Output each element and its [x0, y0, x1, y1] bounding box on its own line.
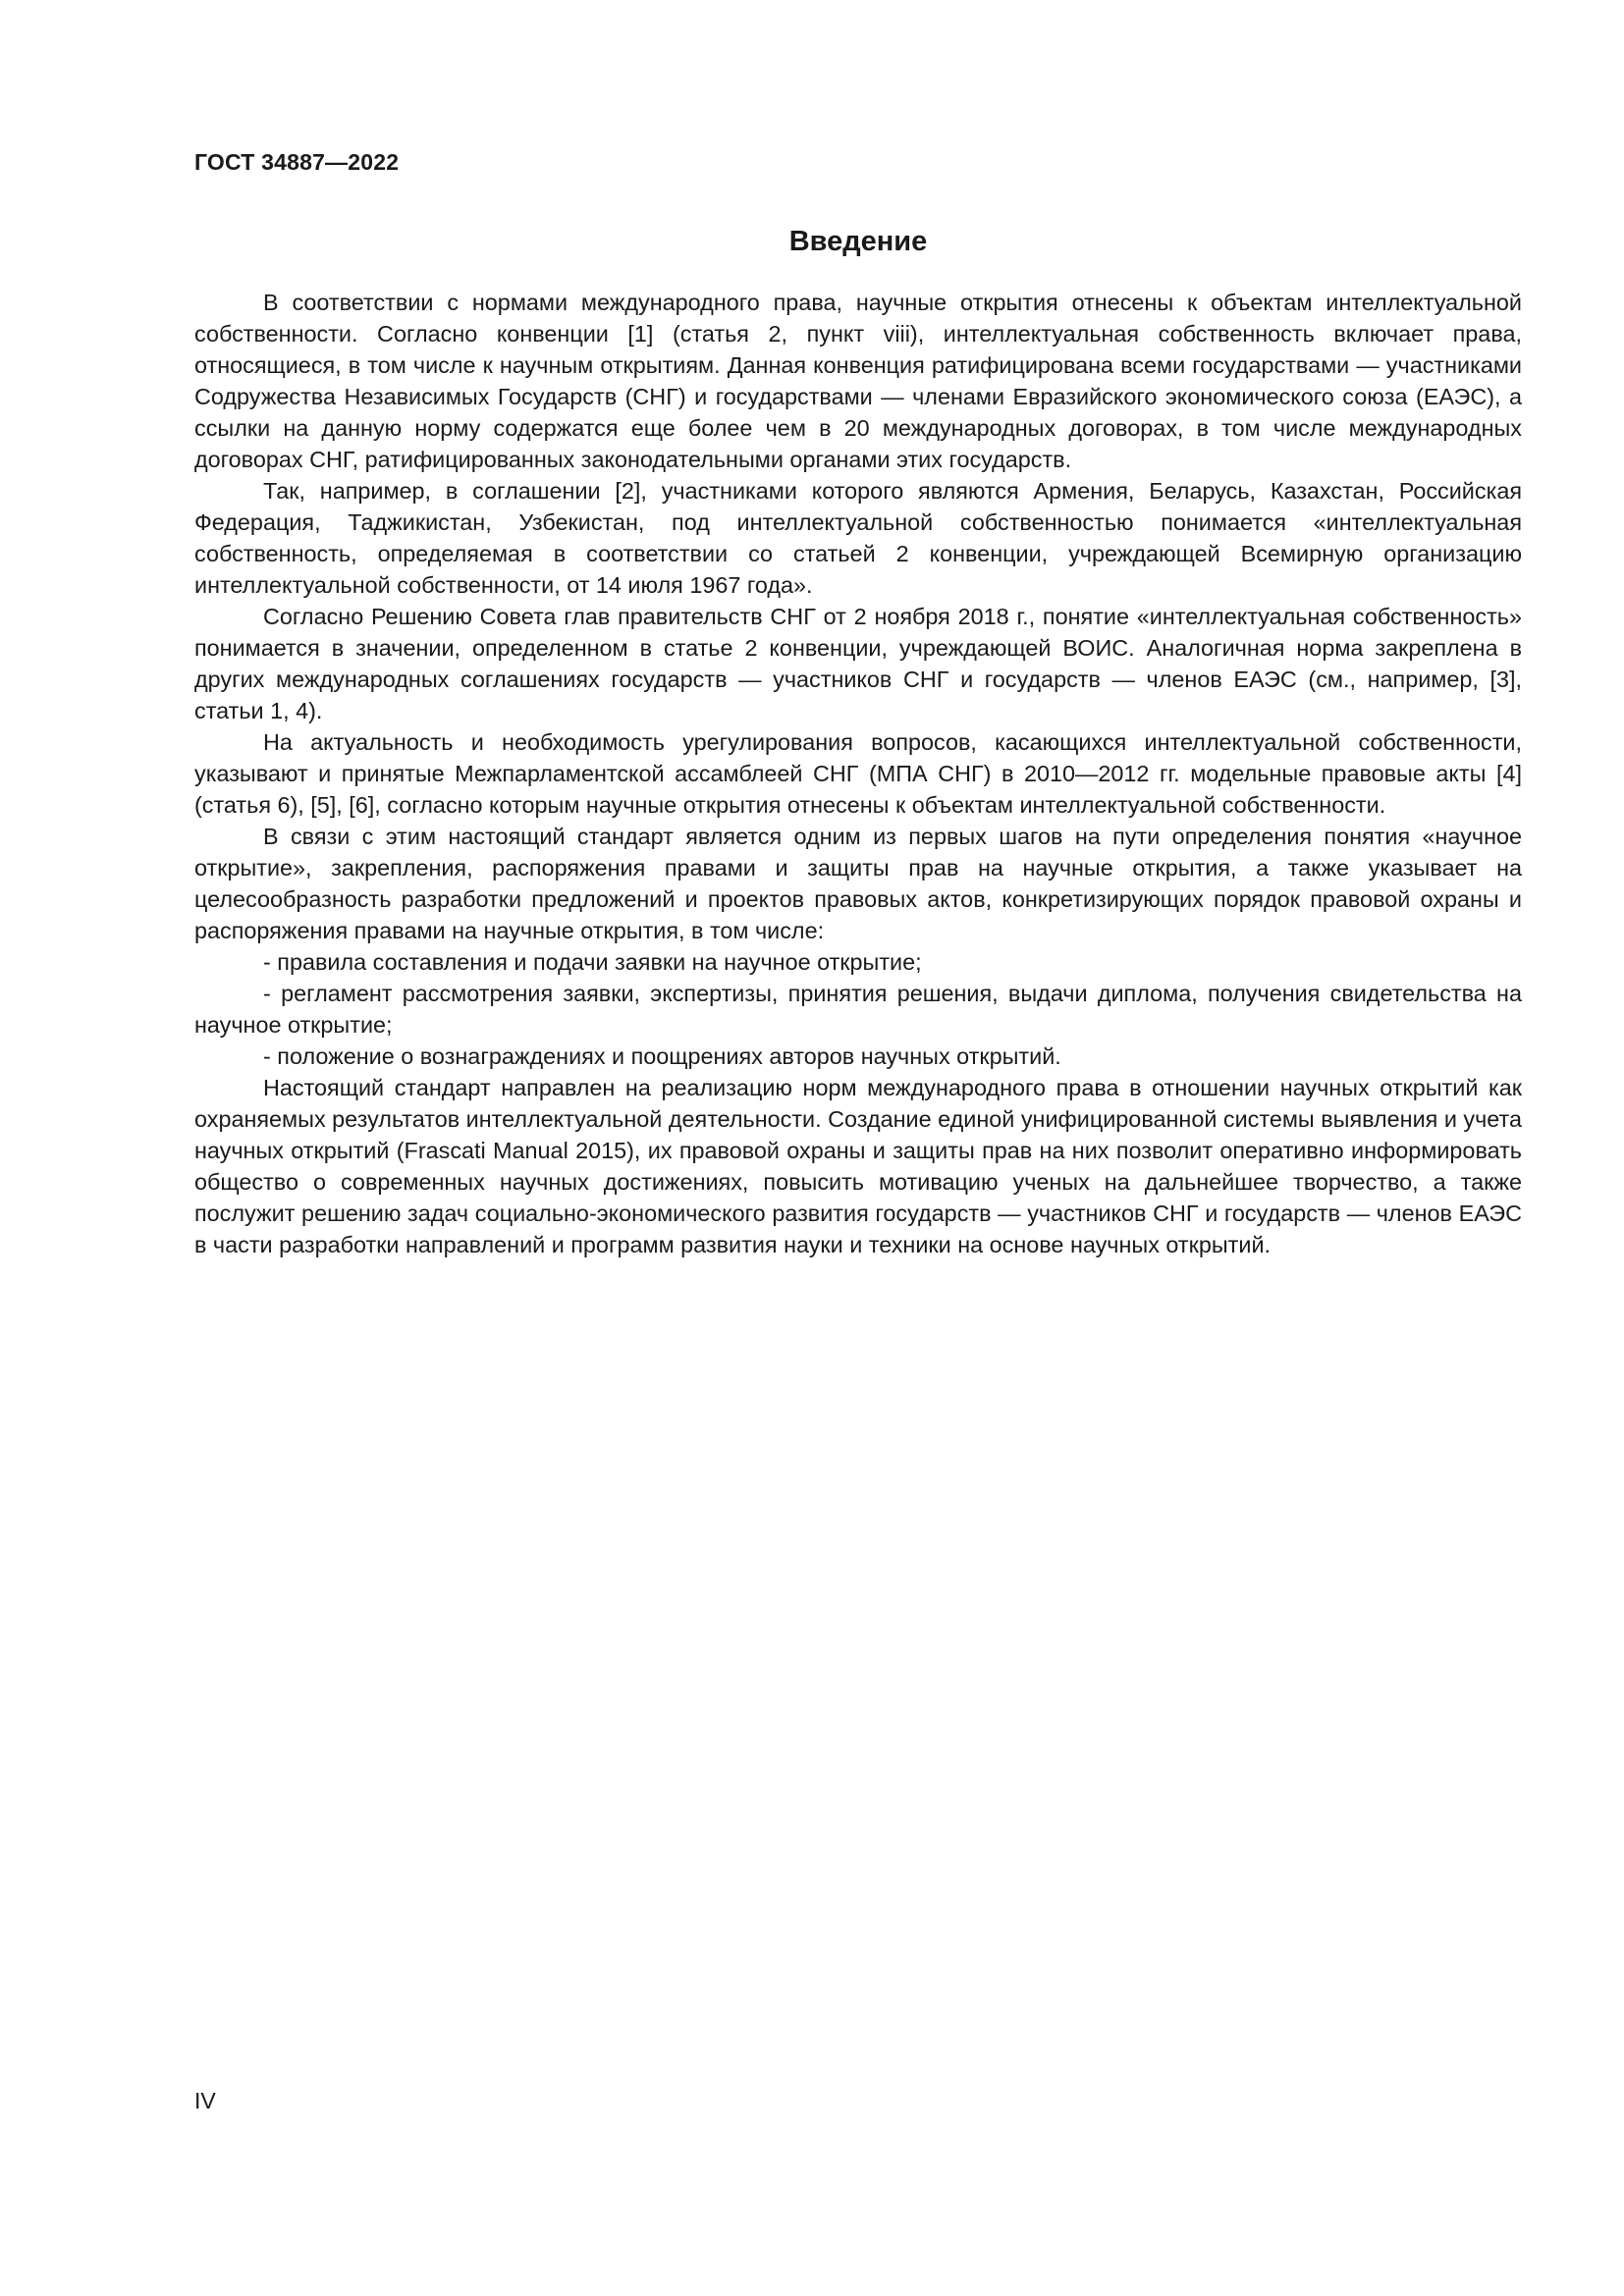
list-item: - правила составления и подачи заявки на научное открытие;	[263, 949, 922, 975]
document-code: ГОСТ 34887—2022	[194, 149, 400, 175]
paragraph: Настоящий стандарт направлен на реализацию норм международного права в отношении научных открытий как охраняемых результатов интеллектуальной деятельности. Создание единой унифицированной системы выявления и учета научных открытий (Frascati Manual 2015), их правовой охраны и защиты прав на них позволит оперативно информировать общество о современных научных достижениях, повысить мотивацию ученых на дальнейшее творчество, а также послужит решению задач социально-экономического развития государств — участников СНГ и государств — членов ЕАЭС в части разработки направлений и программ развития науки и техники на основе научных открытий.	[194, 1075, 1522, 1257]
list-item: - положение о вознаграждениях и поощрениях авторов научных открытий.	[263, 1043, 1061, 1069]
paragraph: Так, например, в соглашении [2], участниками которого являются Армения, Беларусь, Казахстан, Российская Федерация, Таджикистан, Узбекистан, под интеллектуальной собственностью понимается «интеллектуальная собственность, определяемая в соответствии со статьей 2 конвенции, учреждающей Всемирную организацию интеллектуальной собственности, от 14 июля 1967 года».	[194, 478, 1522, 598]
paragraph: На актуальность и необходимость урегулирования вопросов, касающихся интеллектуальной собственности, указывают и принятые Межпарламентской ассамблеей СНГ (МПА СНГ) в 2010—2012 гг. модельные правовые акты [4] (статья 6), [5], [6], согласно которым научные открытия отнесены к объектам интеллектуальной собственности.	[194, 729, 1522, 818]
list-item: - регламент рассмотрения заявки, экспертизы, принятия решения, выдачи диплома, получения свидетельства на научное открытие;	[194, 981, 1522, 1038]
section-title: Введение	[788, 226, 928, 257]
document-body	[194, 287, 1522, 1260]
page-number: IV	[194, 2088, 216, 2113]
paragraph: В соответствии с нормами международного права, научные открытия отнесены к объектам интеллектуальной собственности. Согласно конвенции [1] (статья 2, пункт viii), интеллектуальная собственность включает права, относящиеся, в том числе к научным открытиям. Данная конвенция ратифицирована всеми государствами — участниками Содружества Независимых Государств (СНГ) и государствами — членами Евразийского экономического союза (ЕАЭС), а ссылки на данную норму содержатся еще более чем в 20 международных договорах, в том числе международных договорах СНГ, ратифицированных законодательными органами этих государств.	[194, 290, 1522, 472]
paragraph: В связи с этим настоящий стандарт является одним из первых шагов на пути определения понятия «научное открытие», закрепления, распоряжения правами и защиты прав на научные открытия, а также указывает на целесообразность разработки предложений и проектов правовых актов, конкретизирующих порядок правовой охраны и распоряжения правами на научные открытия, в том числе:	[194, 824, 1522, 943]
paragraph: Согласно Решению Совета глав правительств СНГ от 2 ноября 2018 г., понятие «интеллектуальная собственность» понимается в значении, определенном в статье 2 конвенции, учреждающей ВОИС. Аналогичная норма закреплена в других международных соглашениях государств — участников СНГ и государств — членов ЕАЭС (см., например, [3], статьи 1, 4).	[194, 604, 1522, 723]
